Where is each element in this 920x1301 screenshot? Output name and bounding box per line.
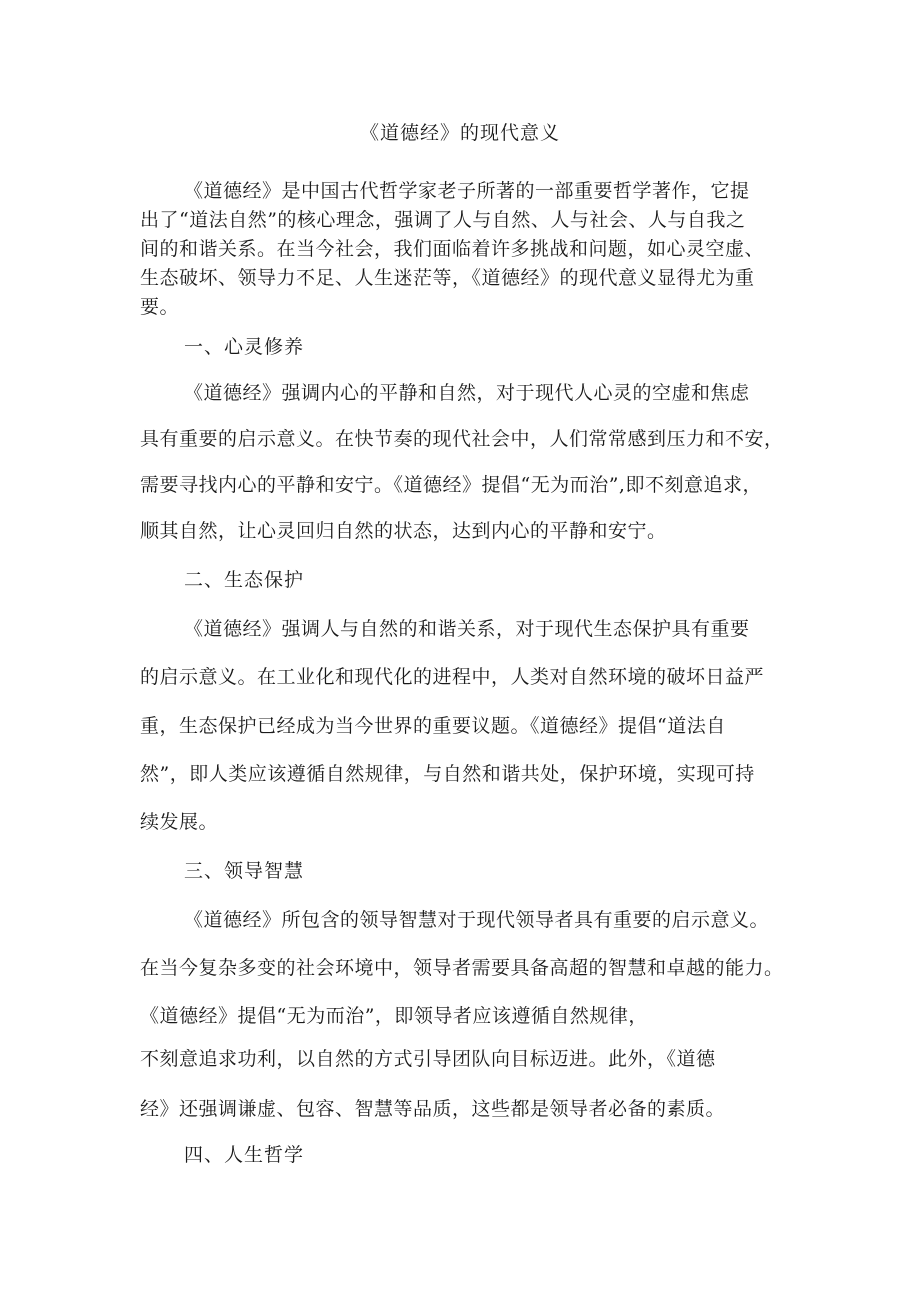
- intro-line: 生态破坏、领导力不足、人生迷茫等，《道德经》的现代意义显得尤为重: [140, 267, 755, 289]
- section-heading: 四、人生哲学: [184, 1144, 305, 1166]
- section-heading: 一、心灵修养: [184, 336, 305, 358]
- section-line: 不刻意追求功利，以自然的方式引导团队向目标迈进。此外，《道德: [140, 1048, 716, 1070]
- intro-line: 要。: [140, 296, 180, 318]
- section-heading: 二、生态保护: [184, 569, 305, 591]
- intro-line: 间的和谐关系。在当今社会，我们面临着许多挑战和问题，如心灵空虚、: [140, 238, 765, 260]
- section-line: 的启示意义。在工业化和现代化的进程中，人类对自然环境的破坏日益严: [140, 666, 765, 688]
- section-line: 经》还强调谦虚、包容、智慧等品质，这些都是领导者必备的素质。: [140, 1098, 726, 1120]
- section-heading: 三、领导智慧: [184, 860, 305, 882]
- intro-line: 出了“道法自然”的核心理念，强调了人与自然、人与社会、人与自我之: [140, 209, 746, 231]
- section-line: 然”，即人类应该遵循自然规律，与自然和谐共处，保护环境，实现可持: [140, 763, 755, 785]
- section-line: 具有重要的启示意义。在快节奏的现代社会中，人们常常感到压力和不安，: [140, 428, 784, 450]
- intro-line: 《道德经》是中国古代哲学家老子所著的一部重要哲学著作，它提: [184, 180, 750, 202]
- section-line: 在当今复杂多变的社会环境中，领导者需要具备高超的智慧和卓越的能力。: [140, 957, 784, 979]
- section-line: 顺其自然，让心灵回归自然的状态，达到内心的平静和安宁。: [140, 520, 667, 542]
- section-line: 续发展。: [140, 811, 219, 833]
- section-line: 需要寻找内心的平静和安宁。《道德经》提倡“无为而治”,即不刻意追求，: [140, 474, 762, 496]
- section-line: 重，生态保护已经成为当今世界的重要议题。《道德经》提倡“道法自: [140, 715, 726, 737]
- section-line: 《道德经》强调人与自然的和谐关系，对于现代生态保护具有重要: [184, 618, 750, 640]
- document-title: 《道德经》的现代意义: [359, 122, 560, 144]
- section-line: 《道德经》所包含的领导智慧对于现代领导者具有重要的启示意义。: [184, 909, 770, 931]
- section-line: 《道德经》强调内心的平静和自然，对于现代人心灵的空虚和焦虑: [184, 382, 750, 404]
- section-line: 《道德经》提倡“无为而治”，即领导者应该遵循自然规律，: [140, 1005, 648, 1027]
